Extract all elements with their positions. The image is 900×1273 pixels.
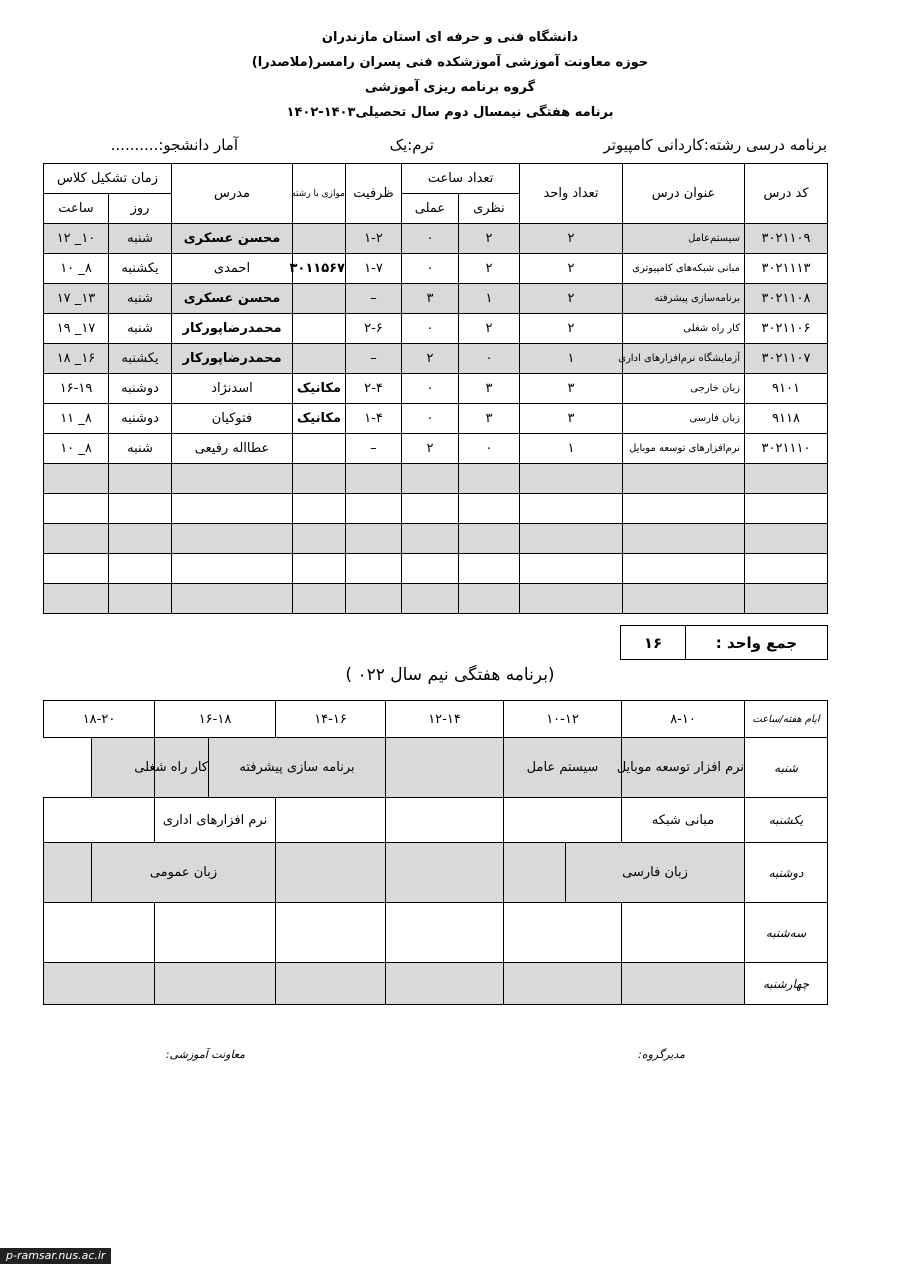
empty-cell xyxy=(109,524,172,554)
empty-cell xyxy=(172,554,293,584)
course-capacity: ۱-۷ xyxy=(346,254,402,284)
course-code: ۳۰۲۱۱۰۹ xyxy=(745,224,828,254)
empty-cell xyxy=(520,464,623,494)
course-instructor: اسدنژاد xyxy=(172,374,293,404)
course-units: ۳ xyxy=(520,374,623,404)
course-instructor: محسن عسکری xyxy=(172,284,293,314)
course-parallel: مکانیک xyxy=(293,374,346,404)
schedule-title: برنامه هفتگی نیمسال دوم سال تحصیلی۱۴۰۳-۱۴۰۲ xyxy=(286,105,614,120)
empty-cell xyxy=(402,494,459,524)
course-capacity: ۲-۴ xyxy=(346,374,402,404)
empty-cell xyxy=(293,554,346,584)
tue-empty-cell xyxy=(622,903,745,963)
course-capacity: – xyxy=(346,344,402,374)
sun-empty-cell xyxy=(276,798,386,843)
slot-12-14: ۱۲-۱۴ xyxy=(386,701,504,738)
empty-cell xyxy=(520,554,623,584)
mon-empty-cell xyxy=(276,843,386,903)
sun-office-software: نرم افزارهای اداری xyxy=(155,798,276,843)
sat-advanced-programming: برنامه سازی پیشرفته xyxy=(209,738,386,798)
course-practical: ۰ xyxy=(402,404,459,434)
wed-empty-cell xyxy=(276,963,386,1005)
empty-cell xyxy=(346,464,402,494)
course-parallel: مکانیک xyxy=(293,404,346,434)
header-time: زمان تشکیل کلاس xyxy=(44,164,172,194)
empty-cell xyxy=(172,524,293,554)
empty-cell xyxy=(459,584,520,614)
empty-cell xyxy=(293,524,346,554)
course-row xyxy=(44,314,828,344)
course-day: یکشنبه xyxy=(109,254,172,284)
header-title: عنوان درس xyxy=(623,164,745,224)
day-wednesday: چهارشنبه xyxy=(745,963,828,1005)
empty-cell xyxy=(346,494,402,524)
empty-cell xyxy=(44,494,109,524)
course-capacity: – xyxy=(346,434,402,464)
course-units: ۲ xyxy=(520,284,623,314)
empty-cell xyxy=(293,464,346,494)
course-capacity: ۱-۴ xyxy=(346,404,402,434)
course-title: برنامه‌سازی پیشرفته xyxy=(623,284,745,314)
course-theory: ۳ xyxy=(459,404,520,434)
empty-cell xyxy=(402,554,459,584)
tue-empty-cell xyxy=(386,903,504,963)
group-head-signature: مدیرگروه: xyxy=(638,1048,685,1061)
course-practical: ۰ xyxy=(402,374,459,404)
sat-empty-cell xyxy=(386,738,504,798)
course-parallel: ۳۰۱۱۵۶۷ xyxy=(293,254,346,284)
total-units-value: ۱۶ xyxy=(621,626,686,660)
course-practical: ۲ xyxy=(402,434,459,464)
course-capacity: ۲-۶ xyxy=(346,314,402,344)
course-units: ۳ xyxy=(520,404,623,434)
empty-cell xyxy=(172,464,293,494)
sat-operating-system: سیستم عامل xyxy=(504,738,622,798)
course-row xyxy=(44,374,828,404)
empty-cell xyxy=(623,554,745,584)
wed-empty-cell xyxy=(386,963,504,1005)
course-row xyxy=(44,344,828,374)
course-title: سیستم‌عامل xyxy=(623,224,745,254)
wed-empty-cell xyxy=(155,963,276,1005)
edu-deputy-signature: معاونت آموزشی: xyxy=(165,1048,245,1061)
course-instructor: عطااله رفیعی xyxy=(172,434,293,464)
empty-cell xyxy=(109,494,172,524)
header-units: تعداد واحد xyxy=(520,164,623,224)
course-theory: ۲ xyxy=(459,224,520,254)
course-day: یکشنبه xyxy=(109,344,172,374)
empty-course-row xyxy=(44,494,828,524)
course-practical: ۲ xyxy=(402,344,459,374)
corner-days-hours: ایام هفته/ساعت xyxy=(745,701,828,738)
university-name: دانشگاه فنی و حرفه ای استان مازندران xyxy=(321,30,579,45)
course-title: نرم‌افزارهای توسعه موبایل xyxy=(623,434,745,464)
course-row xyxy=(44,404,828,434)
empty-cell xyxy=(172,494,293,524)
course-instructor: محمدرضاپورکار xyxy=(172,344,293,374)
mon-general-language: زبان عمومی xyxy=(92,843,276,903)
mon-empty-cell xyxy=(44,843,92,903)
course-units: ۱ xyxy=(520,434,623,464)
sun-network-basics: مبانی شبکه xyxy=(622,798,745,843)
course-hour: ۸_ ۱۰ xyxy=(44,254,109,284)
course-parallel xyxy=(293,314,346,344)
empty-cell xyxy=(44,554,109,584)
empty-cell xyxy=(293,494,346,524)
sun-empty-cell xyxy=(386,798,504,843)
sat-mobile-dev: نرم افزار توسعه موبایل xyxy=(622,738,745,798)
course-units: ۱ xyxy=(520,344,623,374)
empty-course-row xyxy=(44,464,828,494)
empty-cell xyxy=(520,494,623,524)
empty-cell xyxy=(109,554,172,584)
course-units: ۲ xyxy=(520,314,623,344)
course-row xyxy=(44,284,828,314)
course-hour: ۱۷_ ۱۹ xyxy=(44,314,109,344)
course-units: ۲ xyxy=(520,224,623,254)
empty-cell xyxy=(745,554,828,584)
course-title: کار راه شغلی xyxy=(623,314,745,344)
term-label: ترم:یک xyxy=(389,136,434,154)
course-hour: ۱۶_ ۱۸ xyxy=(44,344,109,374)
header-code: کد درس xyxy=(745,164,828,224)
total-units-box xyxy=(620,625,828,660)
course-practical: ۳ xyxy=(402,284,459,314)
header-parallel: موازی با رشته xyxy=(293,164,346,224)
empty-cell xyxy=(623,464,745,494)
course-code: ۹۱۰۱ xyxy=(745,374,828,404)
empty-cell xyxy=(402,584,459,614)
weekly-table xyxy=(43,700,828,1005)
total-units-label: جمع واحد : xyxy=(686,626,828,660)
empty-cell xyxy=(623,584,745,614)
day-sunday: یکشنبه xyxy=(745,798,828,843)
empty-cell xyxy=(346,524,402,554)
course-day: شنبه xyxy=(109,434,172,464)
course-theory: ۰ xyxy=(459,344,520,374)
planning-group: گروه برنامه ریزی آموزشی xyxy=(364,80,536,95)
mon-persian-language: زبان فارسی xyxy=(566,843,745,903)
course-row xyxy=(44,254,828,284)
course-instructor: احمدی xyxy=(172,254,293,284)
course-day: شنبه xyxy=(109,314,172,344)
course-title: مبانی شبکه‌های کامپیوتری xyxy=(623,254,745,284)
course-code: ۳۰۲۱۱۰۶ xyxy=(745,314,828,344)
course-theory: ۰ xyxy=(459,434,520,464)
sat-career-path: کار راه شغلی xyxy=(155,738,209,798)
day-tuesday: سه‌شنبه xyxy=(745,903,828,963)
header-day: روز xyxy=(109,194,172,224)
day-monday: دوشنبه xyxy=(745,843,828,903)
course-table xyxy=(43,163,828,614)
sun-empty-cell xyxy=(44,798,155,843)
course-theory: ۲ xyxy=(459,314,520,344)
empty-cell xyxy=(109,464,172,494)
tue-empty-cell xyxy=(504,903,622,963)
mon-empty-cell xyxy=(504,843,566,903)
empty-cell xyxy=(459,554,520,584)
empty-cell xyxy=(44,464,109,494)
empty-cell xyxy=(520,584,623,614)
course-theory: ۱ xyxy=(459,284,520,314)
course-capacity: ۱-۲ xyxy=(346,224,402,254)
course-day: دوشنبه xyxy=(109,374,172,404)
weekly-title: (برنامه هفتگی نیم سال ۰۲۲ ) xyxy=(345,665,555,685)
course-day: دوشنبه xyxy=(109,404,172,434)
course-row xyxy=(44,434,828,464)
empty-cell xyxy=(459,494,520,524)
course-row xyxy=(44,224,828,254)
faculty-name: حوزه معاونت آموزشی آموزشکده فنی پسران رامسر(ملاصدرا) xyxy=(251,55,649,70)
empty-cell xyxy=(745,494,828,524)
empty-cell xyxy=(44,524,109,554)
empty-course-row xyxy=(44,524,828,554)
empty-cell xyxy=(745,584,828,614)
header-practical: عملی xyxy=(402,194,459,224)
header-capacity: ظرفیت xyxy=(346,164,402,224)
empty-course-row xyxy=(44,554,828,584)
header-theory: نظری xyxy=(459,194,520,224)
course-practical: ۰ xyxy=(402,254,459,284)
site-watermark: p-ramsar.nus.ac.ir xyxy=(0,1248,111,1264)
course-hour: ۱۳_ ۱۷ xyxy=(44,284,109,314)
empty-cell xyxy=(520,524,623,554)
tue-empty-cell xyxy=(276,903,386,963)
empty-cell xyxy=(623,524,745,554)
course-hour: ۸_ ۱۱ xyxy=(44,404,109,434)
course-code: ۹۱۱۸ xyxy=(745,404,828,434)
mon-empty-cell xyxy=(386,843,504,903)
course-title: زبان خارجی xyxy=(623,374,745,404)
empty-cell xyxy=(346,554,402,584)
course-theory: ۲ xyxy=(459,254,520,284)
wed-empty-cell xyxy=(622,963,745,1005)
course-units: ۲ xyxy=(520,254,623,284)
header-hour: ساعت xyxy=(44,194,109,224)
course-instructor: فتوکیان xyxy=(172,404,293,434)
slot-10-12: ۱۰-۱۲ xyxy=(504,701,622,738)
course-day: شنبه xyxy=(109,224,172,254)
course-day: شنبه xyxy=(109,284,172,314)
wed-empty-cell xyxy=(504,963,622,1005)
course-title: زبان فارسی xyxy=(623,404,745,434)
empty-cell xyxy=(402,524,459,554)
course-code: ۳۰۲۱۱۰۸ xyxy=(745,284,828,314)
empty-cell xyxy=(745,464,828,494)
empty-cell xyxy=(623,494,745,524)
empty-cell xyxy=(172,584,293,614)
slot-16-18: ۱۶-۱۸ xyxy=(155,701,276,738)
course-instructor: محمدرضاپورکار xyxy=(172,314,293,344)
course-practical: ۰ xyxy=(402,314,459,344)
empty-cell xyxy=(293,584,346,614)
course-parallel xyxy=(293,224,346,254)
empty-cell xyxy=(459,524,520,554)
program-label: برنامه درسی رشته:کاردانی کامپیوتر xyxy=(603,136,827,154)
day-saturday: شنبه xyxy=(745,738,828,798)
empty-cell xyxy=(346,584,402,614)
header-instructor: مدرس xyxy=(172,164,293,224)
course-hour: ۱۰_ ۱۲ xyxy=(44,224,109,254)
slot-8-10: ۸-۱۰ xyxy=(622,701,745,738)
sun-empty-cell xyxy=(504,798,622,843)
course-code: ۳۰۲۱۱۱۳ xyxy=(745,254,828,284)
course-practical: ۰ xyxy=(402,224,459,254)
wed-empty-cell xyxy=(44,963,155,1005)
course-hour: ۸_ ۱۰ xyxy=(44,434,109,464)
course-theory: ۳ xyxy=(459,374,520,404)
course-capacity: – xyxy=(346,284,402,314)
header-hours: تعداد ساعت xyxy=(402,164,520,194)
course-instructor: محسن عسکری xyxy=(172,224,293,254)
student-stats-label: آمار دانشجو:.......... xyxy=(110,136,238,154)
empty-cell xyxy=(402,464,459,494)
slot-14-16: ۱۴-۱۶ xyxy=(276,701,386,738)
course-title: آزمایشگاه نرم‌افزارهای اداری xyxy=(623,344,745,374)
course-hour: ۱۶-۱۹ xyxy=(44,374,109,404)
tue-empty-cell xyxy=(155,903,276,963)
course-code: ۳۰۲۱۱۱۰ xyxy=(745,434,828,464)
course-parallel xyxy=(293,344,346,374)
empty-cell xyxy=(109,584,172,614)
empty-course-row xyxy=(44,584,828,614)
empty-cell xyxy=(44,584,109,614)
empty-cell xyxy=(745,524,828,554)
empty-cell xyxy=(459,464,520,494)
course-parallel xyxy=(293,284,346,314)
tue-empty-cell xyxy=(44,903,155,963)
course-code: ۳۰۲۱۱۰۷ xyxy=(745,344,828,374)
slot-18-20: ۱۸-۲۰ xyxy=(44,701,155,738)
course-parallel xyxy=(293,434,346,464)
